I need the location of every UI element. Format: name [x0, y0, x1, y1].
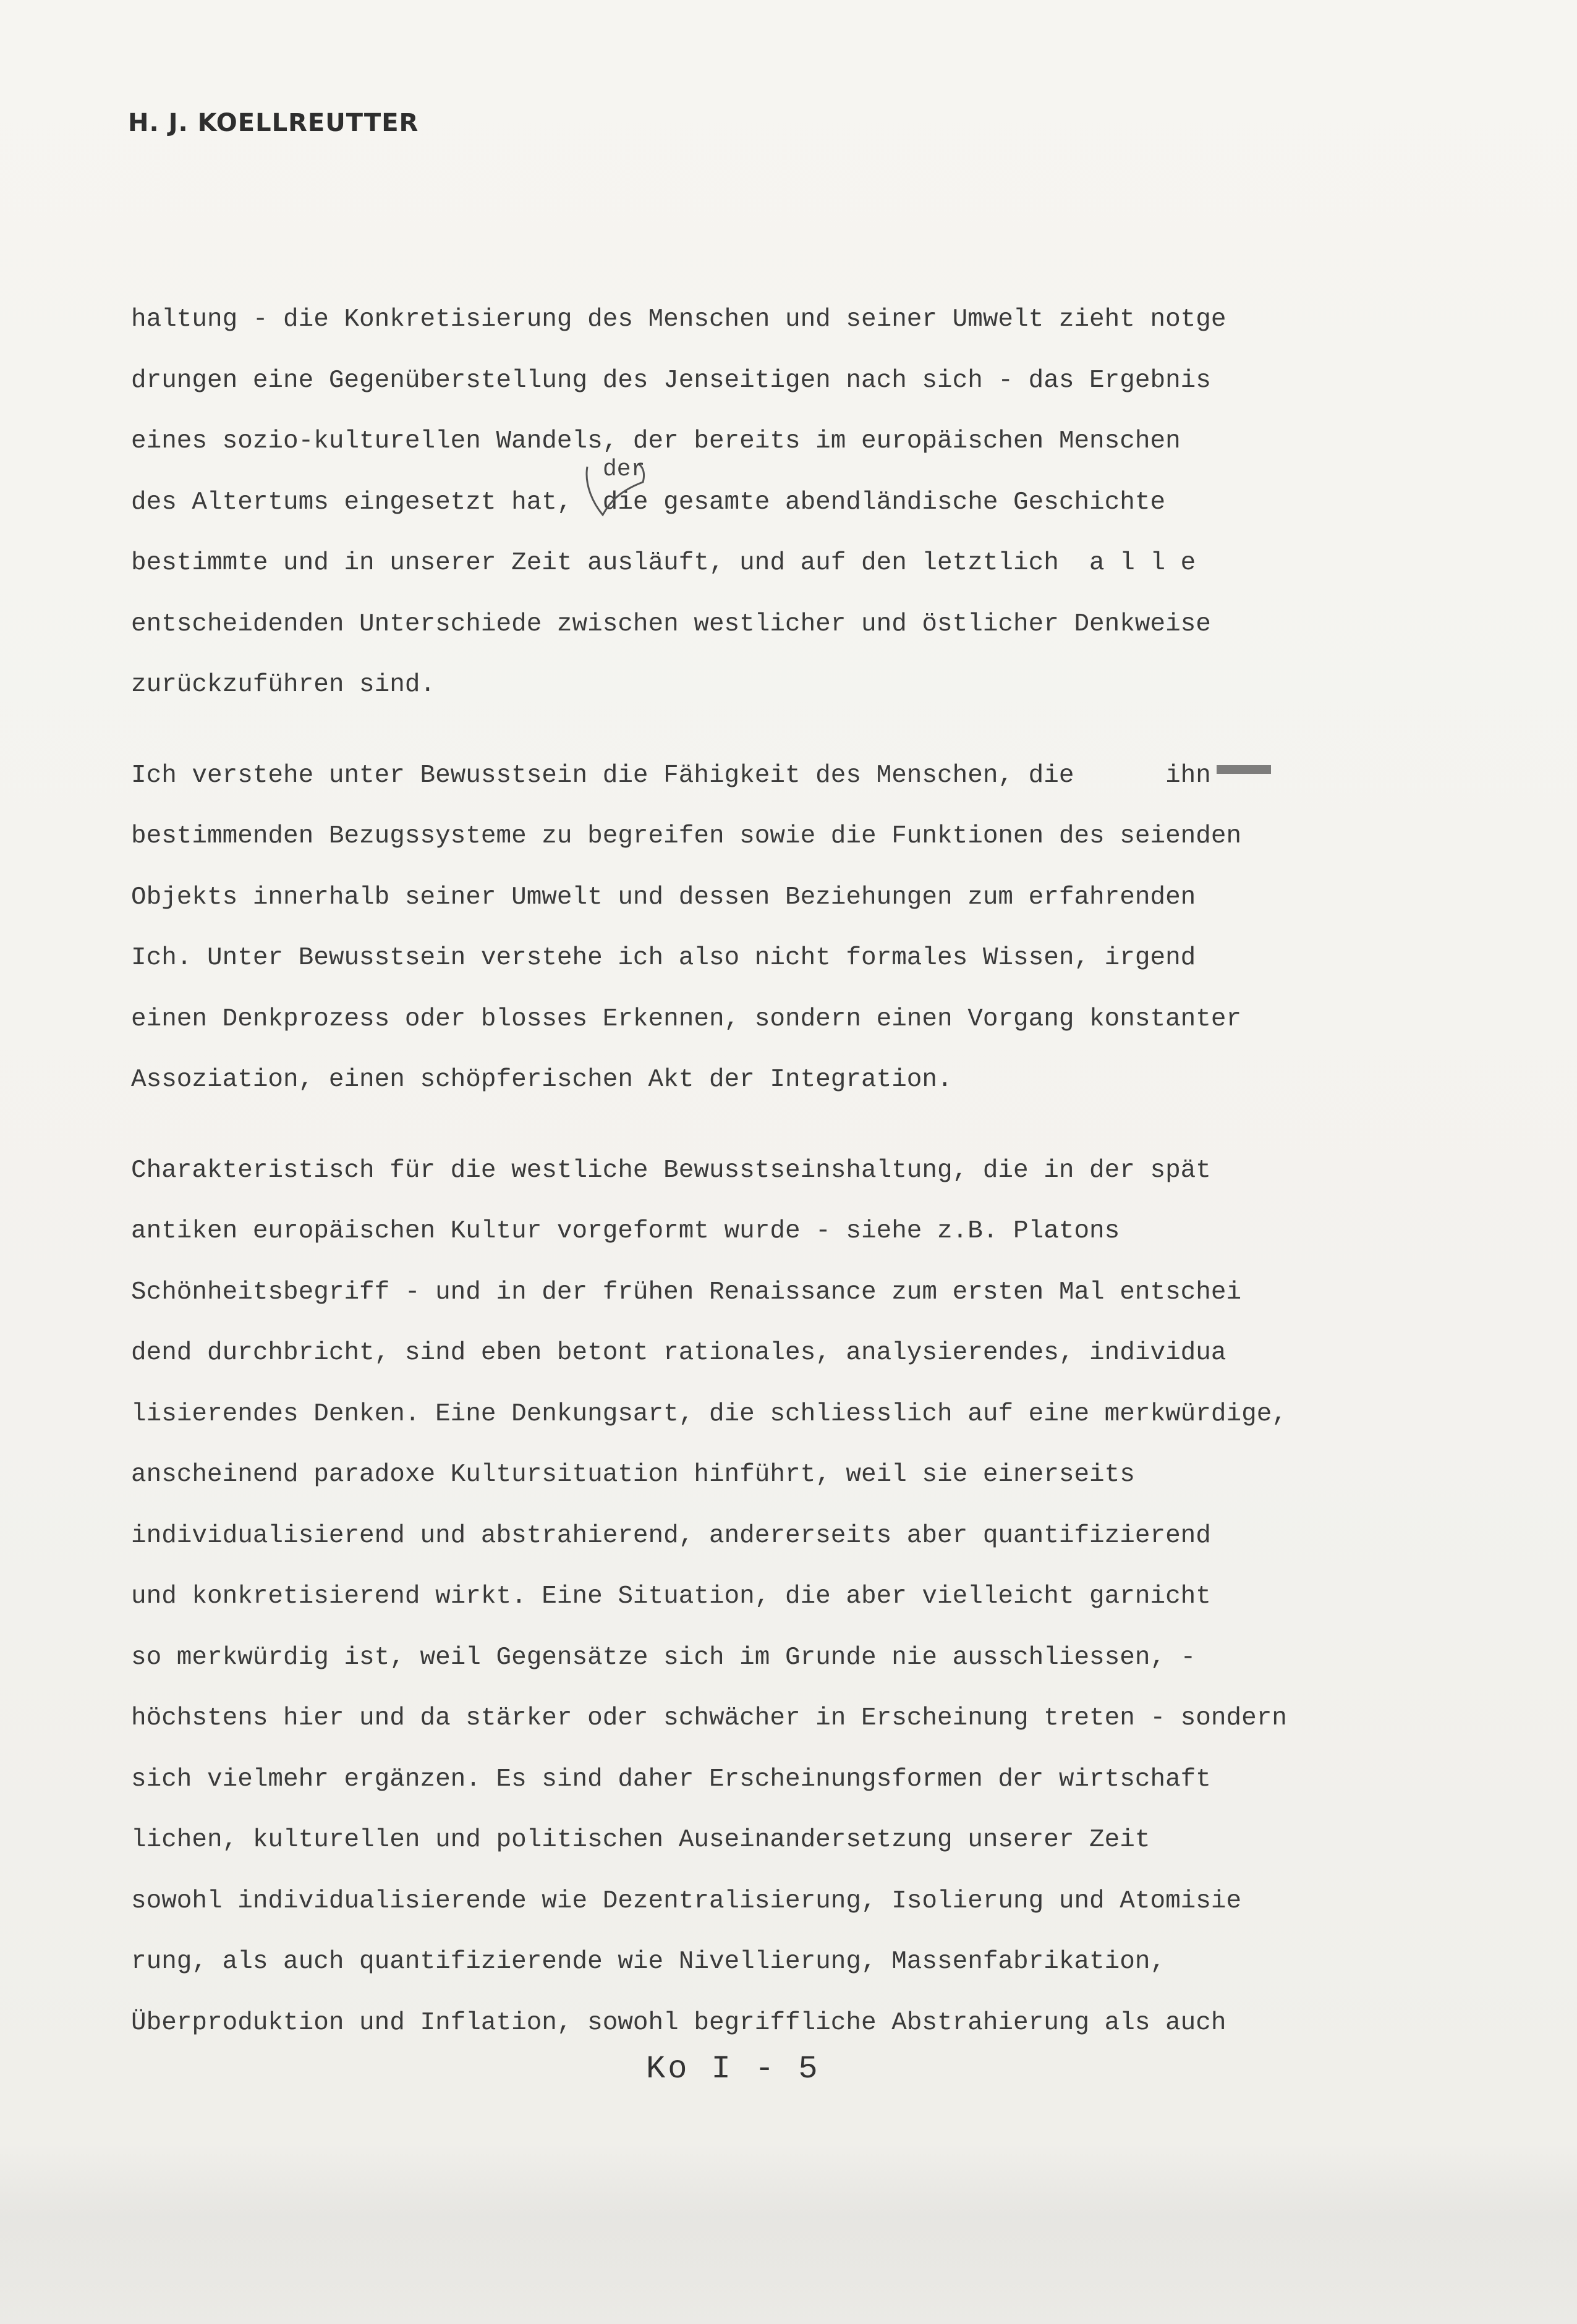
text-line: des Altertums eingesetzt hat, die gesamte abendländische Geschichte — [131, 488, 1166, 517]
text-line: bestimmenden Bezugssysteme zu begreifen sowie die Funktionen des seienden — [131, 822, 1242, 850]
text-line: sich vielmehr ergänzen. Es sind daher Erscheinungsformen der wirtschaft — [131, 1765, 1211, 1794]
paragraph-3 — [131, 1149, 1510, 2063]
text-line: lisierendes Denken. Eine Denkungsart, die schliesslich auf eine merkwürdige, — [131, 1399, 1287, 1428]
text-line: antiken europäischen Kultur vorgeformt wurde - siehe z.B. Platons — [131, 1217, 1120, 1245]
text-line: entscheidenden Unterschiede zwischen westlicher und östlicher Denkweise — [131, 609, 1211, 638]
text-line: Überproduktion und Inflation, sowohl begriffliche Abstrahierung als auch — [131, 2008, 1226, 2037]
text-line: dend durchbricht, sind eben betont rationales, analysierendes, individua — [131, 1339, 1226, 1367]
text-line: höchstens hier und da stärker oder schwächer in Erscheinung treten - sondern — [131, 1704, 1287, 1732]
text-line: zurückzuführen sind. — [131, 671, 436, 699]
text-line: sowohl individualisierende wie Dezentralisierung, Isolierung und Atomisie — [131, 1886, 1242, 1915]
document-body — [131, 298, 1510, 2092]
paragraph-2 — [131, 754, 1510, 1119]
scan-artifact — [0, 2145, 1577, 2324]
text-line: Schönheitsbegriff - und in der frühen Renaissance zum ersten Mal entschei — [131, 1278, 1242, 1307]
text-line: rung, als auch quantifizierende wie Nivellierung, Massenfabrikation, — [131, 1948, 1166, 1976]
text-line: bestimmte und in unserer Zeit ausläuft, und auf den letztlich a l l e — [131, 549, 1196, 577]
text-line: Ich. Unter Bewusstsein verstehe ich also nicht formales Wissen, irgend — [131, 944, 1196, 972]
handwritten-insertion: der — [603, 456, 645, 483]
paragraph-1 — [131, 298, 1510, 724]
text-line: einen Denkprozess oder blosses Erkennen, sondern einen Vorgang konstanter — [131, 1004, 1242, 1033]
text-line: drungen eine Gegenüberstellung des Jenseitigen nach sich - das Ergebnis — [131, 366, 1211, 395]
text-line: lichen, kulturellen und politischen Auseinandersetzung unserer Zeit — [131, 1826, 1150, 1854]
text-line: und konkretisierend wirkt. Eine Situation, die aber vielleicht garnicht — [131, 1582, 1211, 1611]
page-footer: Ko I - 5 — [646, 2051, 820, 2087]
text-line: eines sozio-kulturellen Wandels, der bereits im europäischen Menschen — [131, 427, 1181, 456]
text-line: Ich verstehe unter Bewusstsein die Fähigkeit des Menschen, die ihn — [131, 761, 1211, 790]
text-line: anscheinend paradoxe Kultursituation hinführt, weil sie einerseits — [131, 1461, 1135, 1489]
text-line: haltung - die Konkretisierung des Menschen und seiner Umwelt zieht notge — [131, 305, 1226, 334]
text-line: Assoziation, einen schöpferischen Akt der Integration. — [131, 1066, 953, 1094]
text-line: so merkwürdig ist, weil Gegensätze sich im Grunde nie ausschliessen, - — [131, 1643, 1196, 1672]
text-line: Objekts innerhalb seiner Umwelt und dessen Beziehungen zum erfahrenden — [131, 883, 1196, 912]
strikethrough-mark — [1217, 765, 1271, 774]
letterhead: H. J. KOELLREUTTER — [128, 109, 419, 137]
text-line: individualisierend und abstrahierend, andererseits aber quantifizierend — [131, 1521, 1211, 1550]
text-line: Charakteristisch für die westliche Bewusstseinshaltung, die in der spät — [131, 1156, 1211, 1185]
